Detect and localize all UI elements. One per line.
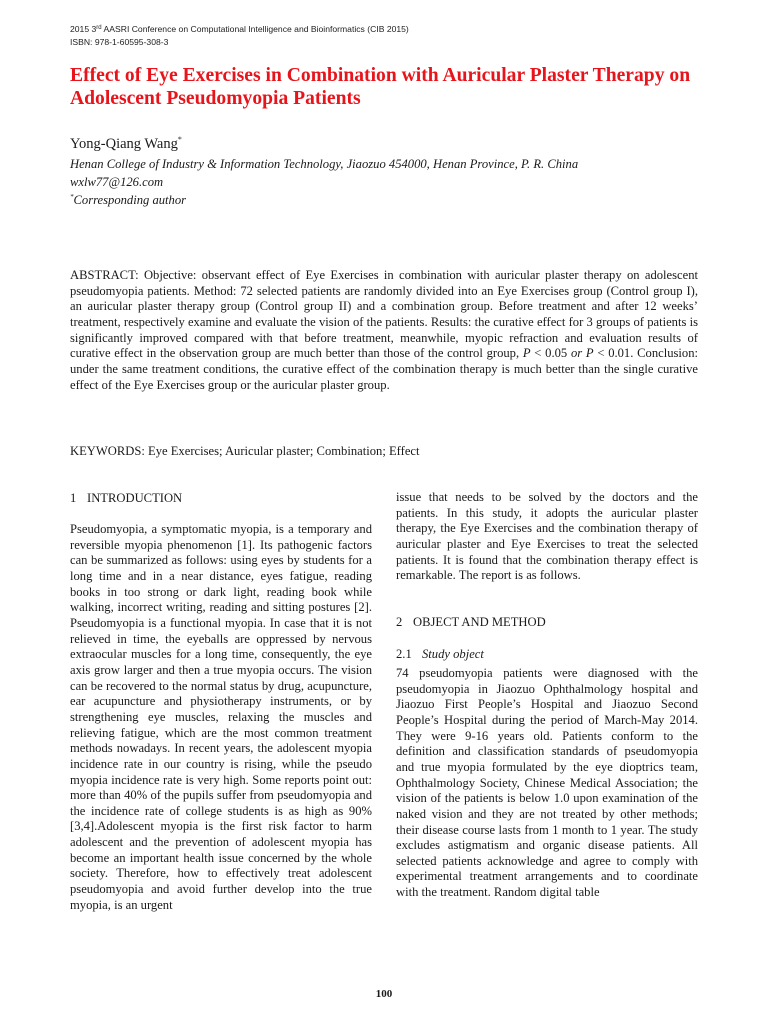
left-column [70, 490, 372, 913]
introduction-paragraph: Pseudomyopia, a symptomatic myopia, is a temporary and reversible myopia phenomenon [1]. Its pathogenic factors can be summarized as follows: using eyes by students for a long time and in a near distance, eyes fatigue, reading books in too strong or dark light, reading book while walking, incorrect writing, reading and sitting postures [2]. Pseudomyopia is a functional myopia. In case that it is not relieved in time, the eyeballs are oppressed by nervous extraocular muscles for a long time, consequently, the eye axis grow larger and then a true myopia occurs. The vision can be recovered to the normal status by drug, acupuncture, ear acupuncture and physiotherapy instruments, or by strengthening eye muscles, relaxing the muscles and relieving fatigue, which are the most common treatment methods nowadays. In recent years, the adolescent myopia incidence rate in our country is rising, while the pseudo myopia incidence rate is very high. Some reports point out: more than 40% of the pupils suffer from pseudomyopia and the incidence rate of college students is as high as 90% [3,4].Adolescent myopia is the first risk factor to harm adolescent and the prevention of adolescent myopia has become an important health issue concerned by the whole society. Therefore, how to effectively treat adolescent pseudomyopia and avoid further develop into the true myopia, is an urgent [70, 522, 372, 912]
affiliation-block [70, 155, 720, 209]
introduction-continued: issue that needs to be solved by the doctors and the patients. In this study, it adopts the auricular plaster therapy, the Eye Exercises and the combination therapy of auricular plaster and Eye Exercises to treat the selected patients. It is found that the combination therapy effect is remarkable. The report is as follows. [396, 490, 698, 583]
abstract: ABSTRACT: Objective: observant effect of Eye Exercises in combination with auricular plaster therapy on adolescent pseudomyopia patients. Method: 72 selected patients are randomly divided into an Eye Exercises group (Control group I), an auricular plaster therapy group (Control group II) and a combination group. Before treatment and after 12 weeks’ treatment, respectively examine and evaluate the vision of the patients. Results: the curative effect for 3 groups of patients is significantly improved compared with that before treatment, meanwhile, myopic refraction and evaluation results of curative effect in the observation group are much better than those of the control group, P < 0.05 or P < 0.01. Conclusion: under the same treatment conditions, the curative effect of the combination therapy is much better than the single curative effect of the Eye Exercises group or the auricular plaster group. [70, 268, 698, 392]
or-p-symbol: or P [570, 346, 594, 361]
author-email[interactable]: wxlw77@126.com [70, 175, 164, 189]
right-column [396, 490, 698, 901]
affiliation: Henan College of Industry & Information Technology, Jiaozuo 454000, Henan Province, P. R. China [70, 157, 579, 171]
corresponding-note: *Corresponding author [70, 193, 187, 207]
section-heading-introduction: 1 INTRODUCTION [70, 491, 183, 505]
author-line [70, 136, 182, 153]
page-number: 100 [375, 988, 393, 1000]
keywords: KEYWORDS: Eye Exercises; Auricular plaster; Combination; Effect [70, 444, 420, 458]
study-object-paragraph: 74 pseudomyopia patients were diagnosed with the pseudomyopia in Jiaozuo Ophthalmology hospital and Jiaozuo First People’s Hospital and Jiaozuo Second People’s Hospital during the period of March-May 2014. They were 9-16 years old. Patients conform to the definition and classification standards of pseudomyopia and true myopia formulated by the eye dioptrics team, Ophthalmology Society, Chinese Medical Association; the vision of the patients is below 1.0 upon examination of the naked vision and they are not treated by other methods; their disease course lasts from 1 month to 1 year. The study excludes astigmatism and organic disease patients. All selected patients acknowledge and agree to comply with experimental treatment arrangements and to coordinate with the treatment. Random digital table [396, 665, 698, 900]
isbn-line: ISBN: 978-1-60595-308-3 [70, 37, 169, 47]
conference-header [70, 23, 409, 49]
paper-title: Effect of Eye Exercises in Combination with Auricular Plaster Therapy on Adolescent Pseudomyopia Patients [70, 65, 691, 109]
section-heading-object-method: 2 OBJECT AND METHOD [396, 614, 546, 629]
ordinal-suffix: rd [96, 25, 102, 31]
subsection-heading-study-object: 2.1 Study object [396, 646, 484, 661]
p-value-symbol: P [522, 346, 531, 361]
author-name: Yong-Qiang Wang [70, 136, 178, 152]
conference-line: 2015 3rd AASRI Conference on Computational Intelligence and Bioinformatics (CIB 2015) [70, 24, 409, 34]
author-asterisk: * [177, 135, 182, 144]
